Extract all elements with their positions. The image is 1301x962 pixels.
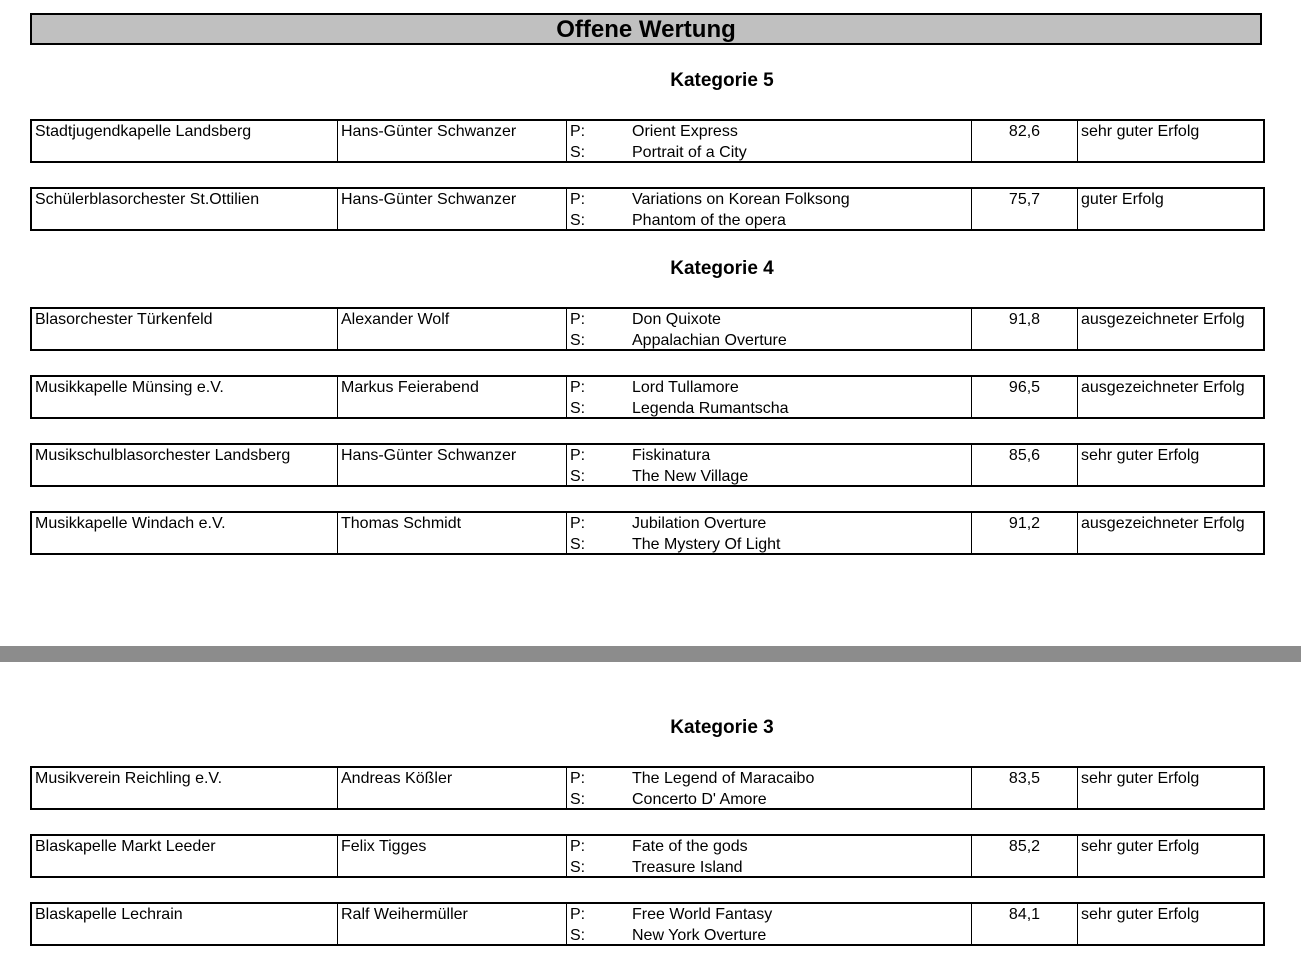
table-row — [30, 443, 1265, 487]
category-heading: Kategorie 4 — [670, 258, 774, 279]
piece-label-s: S: — [570, 468, 586, 485]
piece-label-s: S: — [570, 400, 586, 417]
score: 96,5 — [972, 377, 1078, 417]
score: 85,6 — [972, 445, 1078, 485]
piece-label-p: P: — [570, 838, 586, 855]
rating: sehr guter Erfolg — [1081, 123, 1200, 140]
piece-label-p: P: — [570, 311, 586, 328]
table-row — [30, 902, 1265, 946]
score: 85,2 — [972, 836, 1078, 876]
pieces-cell — [567, 121, 972, 161]
piece-label-p: P: — [570, 515, 586, 532]
piece-label-p: P: — [570, 906, 586, 923]
conductor-name: Alexander Wolf — [338, 309, 567, 349]
pieces-cell — [567, 189, 972, 229]
rating: sehr guter Erfolg — [1081, 838, 1200, 855]
pieces-cell — [567, 768, 972, 808]
piece-label-p: P: — [570, 379, 586, 396]
conductor-name: Thomas Schmidt — [338, 513, 567, 553]
pieces-cell — [567, 377, 972, 417]
table-row — [30, 119, 1265, 163]
conductor-name: Felix Tigges — [338, 836, 567, 876]
rating: ausgezeichneter Erfolg — [1081, 515, 1245, 532]
rating: sehr guter Erfolg — [1081, 447, 1200, 464]
piece-p: The Legend of Maracaibo — [632, 770, 815, 787]
piece-label-s: S: — [570, 144, 586, 161]
piece-p: Fiskinatura — [632, 447, 711, 464]
conductor-name: Hans-Günter Schwanzer — [338, 121, 567, 161]
piece-s: Appalachian Overture — [632, 332, 787, 349]
piece-p: Fate of the gods — [632, 838, 748, 855]
piece-s: The Mystery Of Light — [632, 536, 781, 553]
category-heading: Kategorie 3 — [670, 717, 774, 738]
piece-s: Portrait of a City — [632, 144, 747, 161]
band-name: Musikkapelle Münsing e.V. — [32, 377, 338, 417]
piece-label-p: P: — [570, 123, 586, 140]
piece-label-p: P: — [570, 447, 586, 464]
piece-p: Free World Fantasy — [632, 906, 773, 923]
piece-label-s: S: — [570, 791, 586, 808]
piece-p: Variations on Korean Folksong — [632, 191, 850, 208]
piece-label-s: S: — [570, 332, 586, 349]
piece-p: Don Quixote — [632, 311, 721, 328]
band-name: Blaskapelle Lechrain — [32, 904, 338, 944]
score: 91,2 — [972, 513, 1078, 553]
score: 83,5 — [972, 768, 1078, 808]
conductor-name: Hans-Günter Schwanzer — [338, 445, 567, 485]
piece-s: New York Overture — [632, 927, 767, 944]
piece-label-s: S: — [570, 536, 586, 553]
piece-s: Phantom of the opera — [632, 212, 786, 229]
score: 91,8 — [972, 309, 1078, 349]
score: 84,1 — [972, 904, 1078, 944]
table-row — [30, 834, 1265, 878]
rating: sehr guter Erfolg — [1081, 770, 1200, 787]
piece-label-s: S: — [570, 859, 586, 876]
rating: ausgezeichneter Erfolg — [1081, 379, 1245, 396]
conductor-name: Andreas Kößler — [338, 768, 567, 808]
piece-label-p: P: — [570, 770, 586, 787]
band-name: Blasorchester Türkenfeld — [32, 309, 338, 349]
piece-label-s: S: — [570, 212, 586, 229]
band-name: Schülerblasorchester St.Ottilien — [32, 189, 338, 229]
table-row — [30, 187, 1265, 231]
page-title: Offene Wertung — [30, 13, 1262, 45]
pieces-cell — [567, 309, 972, 349]
category-heading: Kategorie 5 — [670, 70, 774, 91]
score: 82,6 — [972, 121, 1078, 161]
pieces-cell — [567, 904, 972, 944]
piece-s: The New Village — [632, 468, 749, 485]
piece-s: Concerto D' Amore — [632, 791, 767, 808]
piece-s: Treasure Island — [632, 859, 743, 876]
piece-p: Orient Express — [632, 123, 738, 140]
table-row — [30, 375, 1265, 419]
conductor-name: Ralf Weihermüller — [338, 904, 567, 944]
band-name: Blaskapelle Markt Leeder — [32, 836, 338, 876]
rating: sehr guter Erfolg — [1081, 906, 1200, 923]
pieces-cell — [567, 445, 972, 485]
band-name: Musikverein Reichling e.V. — [32, 768, 338, 808]
band-name: Musikkapelle Windach e.V. — [32, 513, 338, 553]
piece-label-p: P: — [570, 191, 586, 208]
rating: ausgezeichneter Erfolg — [1081, 311, 1245, 328]
conductor-name: Hans-Günter Schwanzer — [338, 189, 567, 229]
table-row — [30, 766, 1265, 810]
piece-p: Lord Tullamore — [632, 379, 739, 396]
piece-p: Jubilation Overture — [632, 515, 767, 532]
table-row — [30, 307, 1265, 351]
rating: guter Erfolg — [1081, 191, 1164, 208]
conductor-name: Markus Feierabend — [338, 377, 567, 417]
piece-label-s: S: — [570, 927, 586, 944]
band-name: Stadtjugendkapelle Landsberg — [32, 121, 338, 161]
piece-s: Legenda Rumantscha — [632, 400, 789, 417]
pieces-cell — [567, 513, 972, 553]
band-name: Musikschulblasorchester Landsberg — [32, 445, 338, 485]
pieces-cell — [567, 836, 972, 876]
table-row — [30, 511, 1265, 555]
page-separator — [0, 646, 1301, 662]
score: 75,7 — [972, 189, 1078, 229]
